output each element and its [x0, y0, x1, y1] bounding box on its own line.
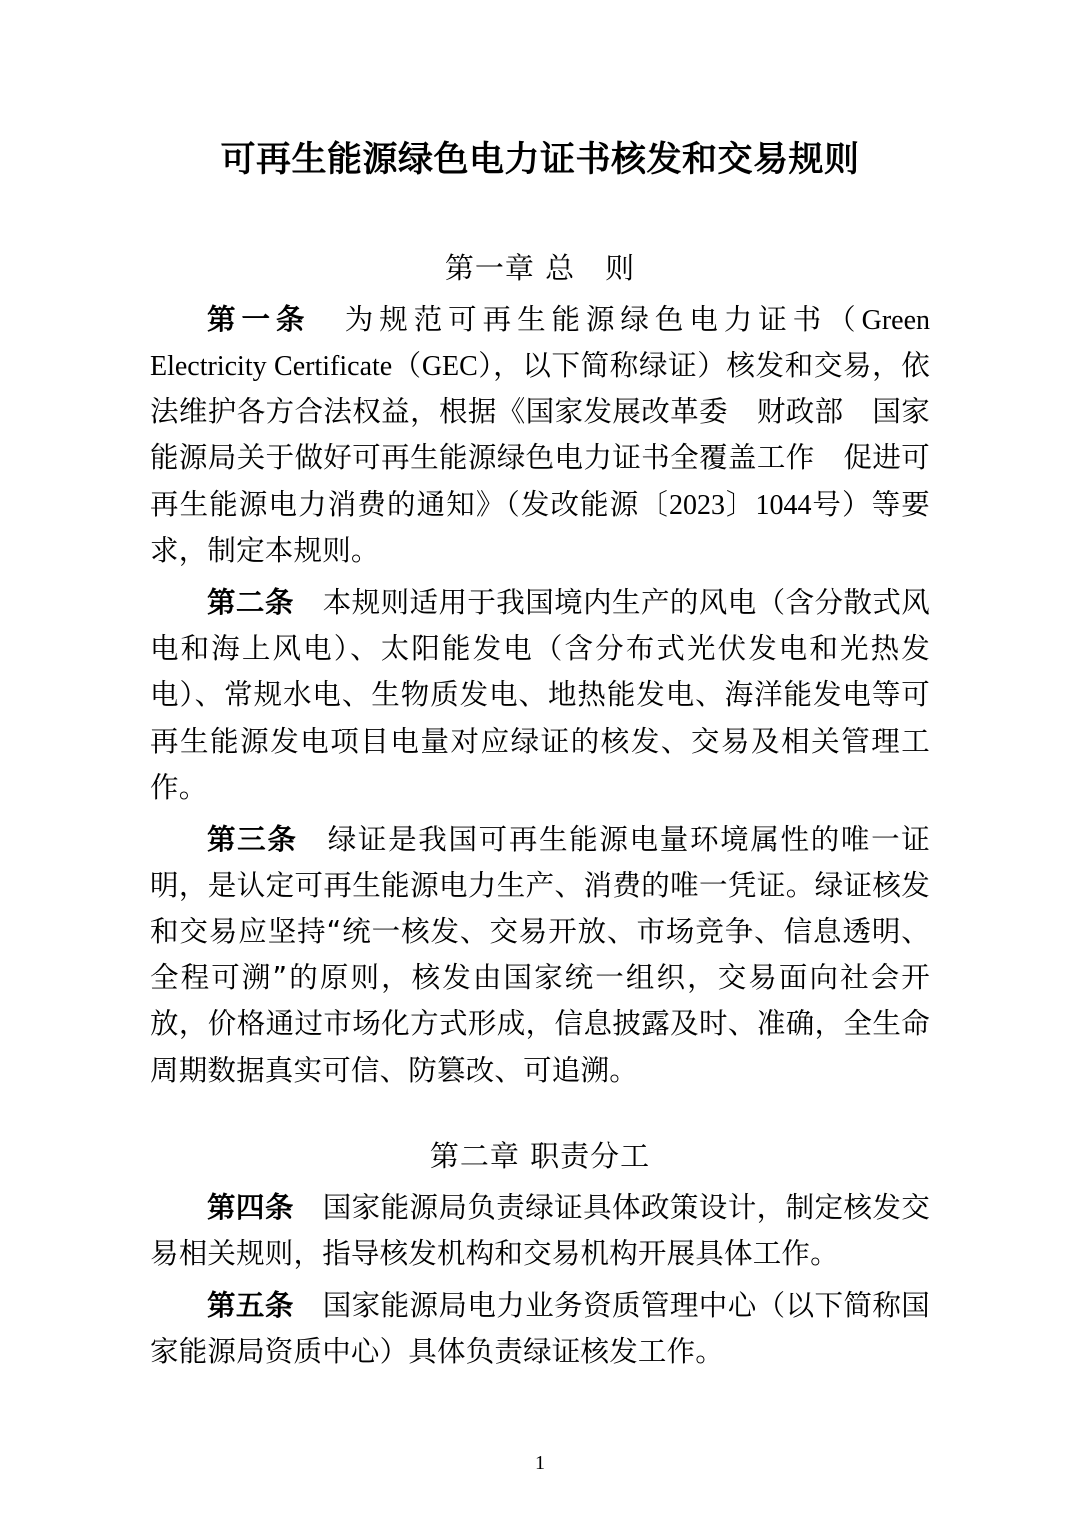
article-1-text-b: （ [392, 348, 422, 382]
page-title: 可再生能源绿色电力证书核发和交易规则 [220, 140, 860, 180]
article-5-label: 第五条 [207, 1289, 294, 1323]
article-2-paragraph [150, 580, 930, 811]
article-1-latin-3: 2023 [668, 489, 725, 521]
article-1-text-e: 号）等要求，制定本规则。 [150, 487, 930, 567]
article-3-paragraph [150, 817, 930, 1094]
chapter-heading-2: 第二章 职责分工 [429, 1138, 651, 1173]
article-1-text-a: 为规范可再生能源绿色电力证书（ [310, 302, 862, 336]
article-1-label: 第一条 [207, 302, 311, 336]
article-5-paragraph [150, 1283, 930, 1375]
article-4-label: 第四条 [207, 1190, 294, 1224]
chapter-heading-1: 第一章 总 则 [444, 250, 636, 285]
article-1-latin-1: Green Electricity Certificate [150, 304, 930, 382]
article-4-paragraph [150, 1185, 930, 1277]
page-number: 1 [535, 1452, 545, 1474]
article-1-paragraph [150, 297, 930, 575]
article-2-body: 本规则适用于我国境内生产的风电（含分散式风电和海上风电）、太阳能发电（含分布式光伏发电和光热发电）、常规水电、生物质发电、地热能发电、海洋能发电等可再生能源发电项目电量对应绿证的核发、交易及相关管理工作。 [150, 586, 930, 804]
article-2-label: 第二条 [207, 586, 294, 620]
article-3-body: 绿证是我国可再生能源电量环境属性的唯一证明，是认定可再生能源电力生产、消费的唯一凭证。绿证核发和交易应坚持“统一核发、交易开放、市场竞争、信息透明、全程可溯”的原则，核发由国家统一组织，交易面向社会开放，价格通过市场化方式形成，信息披露及时、准确，全生命周期数据真实可信、防篡改、可追溯。 [150, 822, 930, 1087]
article-3-label: 第三条 [207, 822, 298, 856]
article-1-text-d: 〕 [724, 487, 756, 521]
article-5-body: 国家能源局电力业务资质管理中心（以下简称国家能源局资质中心）具体负责绿证核发工作。 [150, 1289, 930, 1369]
article-1-text-c: ），以下简称绿证）核发和交易，依法维护各方合法权益，根据《国家发展改革委 财政部 国家能源局关于做好可再生能源绿色电力证书全覆盖工作 促进可再生能源电力消费的通知》（发改能源〔 [150, 348, 931, 521]
article-1-latin-2: GEC [421, 350, 478, 382]
article-4-body: 国家能源局负责绿证具体政策设计，制定核发交易相关规则，指导核发机构和交易机构开展具体工作。 [150, 1190, 930, 1270]
article-1-latin-4: 1044 [755, 489, 812, 521]
